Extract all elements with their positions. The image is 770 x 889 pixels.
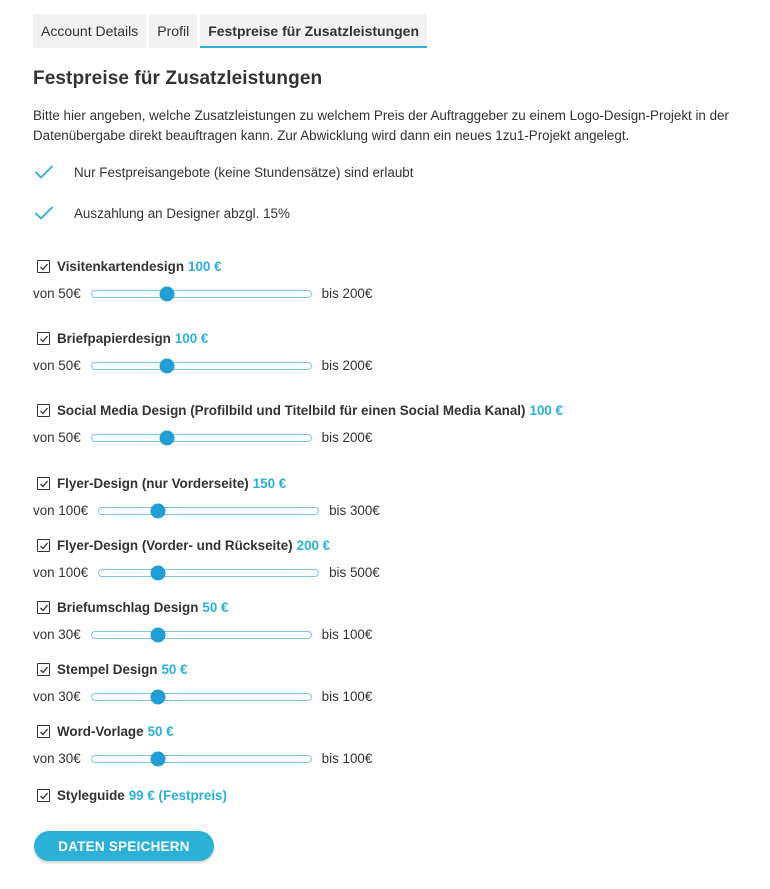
service-row-stempel — [37, 662, 188, 677]
slider-min-label: von 30€ — [33, 751, 81, 766]
price-slider-row — [33, 286, 372, 301]
checkbox-check-icon — [39, 406, 49, 416]
save-button[interactable]: DATEN SPEICHERN — [34, 831, 214, 861]
slider-min-label: von 100€ — [33, 565, 89, 580]
service-checkbox[interactable] — [37, 332, 50, 345]
service-name: Flyer-Design (nur Vorderseite) — [57, 476, 249, 491]
slider-thumb[interactable] — [150, 689, 165, 704]
price-slider[interactable] — [91, 434, 312, 442]
price-slider[interactable] — [91, 362, 312, 370]
slider-min-label: von 50€ — [33, 286, 81, 301]
service-checkbox[interactable] — [37, 404, 50, 417]
slider-max-label: bis 500€ — [329, 565, 380, 580]
service-row-word-vorlage — [37, 724, 174, 739]
checkbox-check-icon — [39, 727, 49, 737]
bullet-text: Auszahlung an Designer abzgl. 15% — [74, 205, 290, 221]
intro-text: Bitte hier angeben, welche Zusatzleistungen zu welchem Preis der Auftraggeber zu einem Logo-Design-Projekt in der Datenübergabe direkt beauftragen kann. Zur Abwicklung wird dann ein neues 1zu1-Projekt angelegt. — [33, 108, 729, 143]
service-row-visitenkarten — [37, 259, 222, 274]
slider-max-label: bis 300€ — [329, 503, 380, 518]
service-price: 100 € — [188, 259, 222, 274]
price-slider[interactable] — [91, 290, 312, 298]
service-price: 150 € — [252, 476, 287, 491]
tab-profil[interactable]: Profil — [149, 14, 197, 48]
checkbox-check-icon — [39, 479, 49, 489]
slider-thumb[interactable] — [160, 430, 175, 445]
service-name: Flyer-Design (Vorder- und Rückseite) — [57, 538, 293, 553]
service-row-flyer-beidseitig — [37, 538, 330, 553]
service-price: 200 € — [296, 538, 331, 553]
check-icon — [34, 205, 54, 221]
service-name: Stempel Design — [57, 662, 158, 677]
service-name: Word-Vorlage — [57, 724, 144, 739]
checkbox-check-icon — [39, 541, 49, 551]
slider-max-label: bis 200€ — [321, 358, 373, 373]
price-slider-row — [33, 627, 372, 642]
service-checkbox[interactable] — [37, 601, 50, 614]
service-checkbox[interactable] — [37, 477, 50, 490]
bullet-item — [34, 205, 290, 221]
bullet-item — [34, 164, 413, 180]
service-name: Briefpapierdesign — [57, 331, 171, 346]
slider-min-label: von 30€ — [33, 689, 81, 704]
price-slider-row — [33, 503, 380, 518]
checkbox-check-icon — [39, 791, 49, 801]
price-slider-row — [33, 689, 372, 704]
check-icon — [34, 164, 54, 180]
checkbox-check-icon — [39, 665, 49, 675]
service-price: 99 € (Festpreis) — [128, 788, 227, 803]
checkbox-check-icon — [39, 334, 49, 344]
price-slider[interactable] — [91, 631, 312, 639]
slider-thumb[interactable] — [150, 627, 165, 642]
bullet-text: Nur Festpreisangebote (keine Stundensätze) sind erlaubt — [74, 164, 414, 180]
service-price: 50 € — [147, 724, 174, 739]
price-slider-row — [33, 751, 372, 766]
checkbox-check-icon — [39, 262, 49, 272]
service-price: 50 € — [202, 600, 229, 615]
service-checkbox[interactable] — [37, 663, 50, 676]
slider-max-label: bis 100€ — [321, 689, 373, 704]
page-title: Festpreise für Zusatzleistungen — [33, 68, 323, 89]
price-slider[interactable] — [91, 693, 312, 701]
slider-thumb[interactable] — [160, 358, 175, 373]
slider-thumb[interactable] — [150, 503, 165, 518]
service-row-briefumschlag — [37, 600, 228, 615]
price-slider[interactable] — [98, 569, 319, 577]
price-slider[interactable] — [91, 755, 312, 763]
slider-max-label: bis 200€ — [321, 286, 373, 301]
checkbox-check-icon — [39, 603, 49, 613]
service-name: Visitenkartendesign — [57, 259, 185, 274]
slider-min-label: von 50€ — [33, 358, 81, 373]
slider-min-label: von 100€ — [33, 503, 89, 518]
service-checkbox[interactable] — [37, 725, 50, 738]
service-row-social-media — [37, 403, 563, 418]
service-name: Styleguide — [57, 788, 125, 803]
service-checkbox[interactable] — [37, 260, 50, 273]
slider-max-label: bis 100€ — [321, 627, 373, 642]
tab-bar — [33, 14, 430, 48]
slider-min-label: von 50€ — [33, 430, 81, 445]
tab-festpreise[interactable]: Festpreise für Zusatzleistungen — [200, 14, 427, 48]
slider-max-label: bis 100€ — [321, 751, 373, 766]
slider-max-label: bis 200€ — [321, 430, 373, 445]
price-slider-row — [33, 358, 372, 373]
price-slider-row — [33, 565, 380, 580]
service-checkbox[interactable] — [37, 539, 50, 552]
price-slider-row — [33, 430, 372, 445]
service-name: Briefumschlag Design — [57, 600, 199, 615]
service-price: 100 € — [174, 331, 209, 346]
service-name: Social Media Design (Profilbild und Titelbild für einen Social Media Kanal) — [57, 403, 526, 418]
service-price: 100 € — [529, 403, 564, 418]
service-row-styleguide — [37, 788, 227, 803]
slider-thumb[interactable] — [160, 286, 175, 301]
service-row-flyer-vorderseite — [37, 476, 286, 491]
slider-min-label: von 30€ — [33, 627, 81, 642]
tab-account-details[interactable]: Account Details — [33, 14, 146, 48]
slider-thumb[interactable] — [150, 565, 165, 580]
service-checkbox[interactable] — [37, 789, 50, 802]
service-row-briefpapier — [37, 331, 208, 346]
service-price: 50 € — [161, 662, 188, 677]
slider-thumb[interactable] — [150, 751, 165, 766]
price-slider[interactable] — [98, 507, 319, 515]
